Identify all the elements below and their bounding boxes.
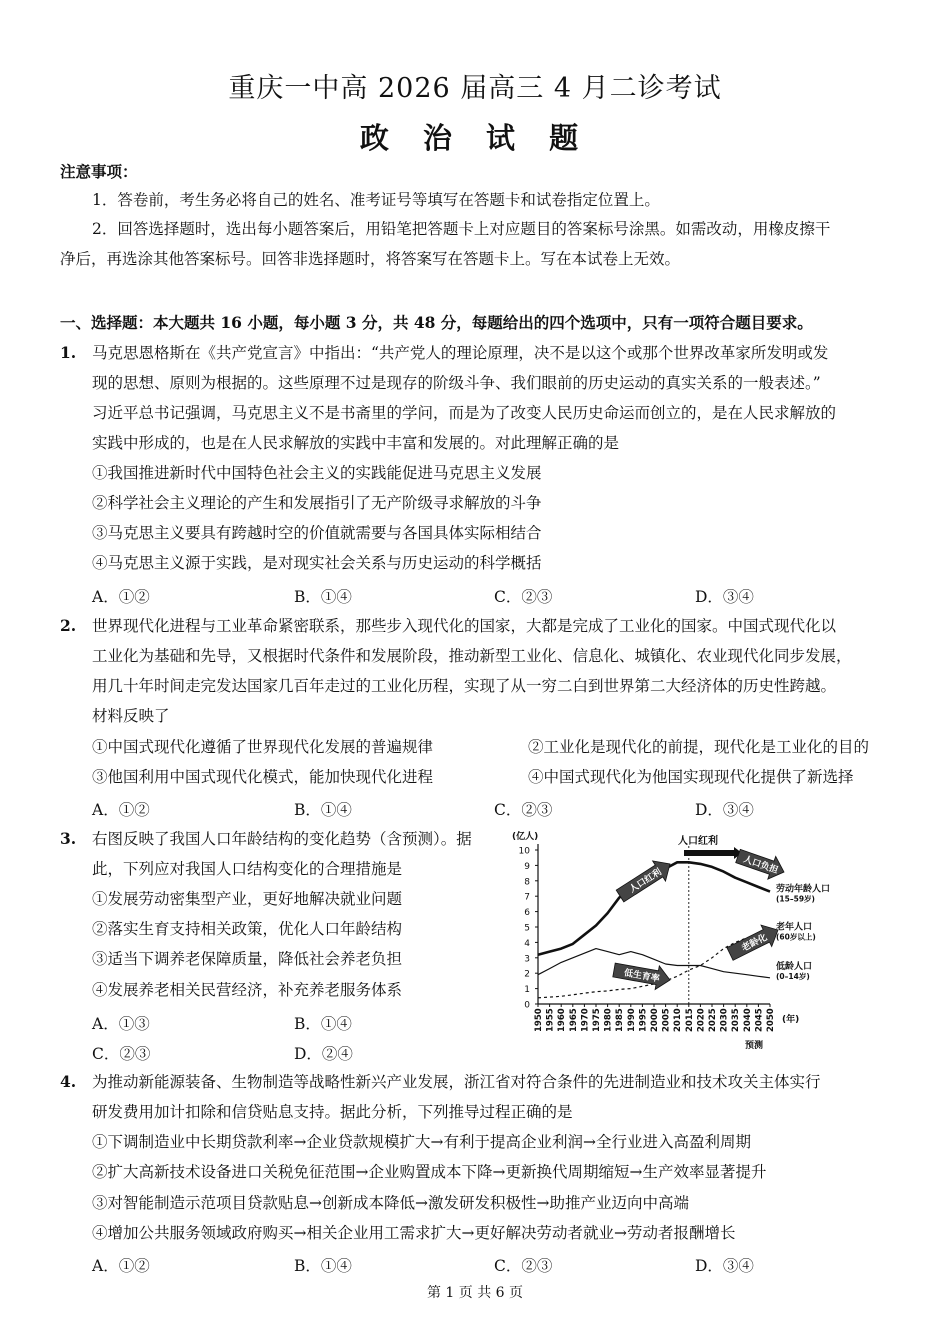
option-b[interactable]: B．①④ bbox=[294, 1257, 352, 1275]
x-tick-label: 1980 bbox=[603, 1008, 614, 1032]
x-tick-label: 2035 bbox=[731, 1008, 742, 1032]
x-tick-label: 1995 bbox=[638, 1008, 649, 1032]
option-a[interactable]: A．①② bbox=[92, 588, 150, 606]
statement-item: ②落实生育支持相关政策，优化人口年龄结构 bbox=[92, 920, 403, 938]
statement-item: ②科学社会主义理论的产生和发展指引了无产阶级寻求解放的斗争 bbox=[92, 494, 542, 512]
population-chart bbox=[508, 828, 848, 1056]
annotation-label: 老龄化 bbox=[740, 932, 769, 954]
option-d[interactable]: D．②④ bbox=[294, 1045, 353, 1063]
statement-item: ①发展劳动密集型产业，更好地解决就业问题 bbox=[92, 890, 403, 908]
x-tick-label: 1970 bbox=[580, 1008, 591, 1032]
chart-labels bbox=[613, 834, 830, 990]
x-tick-label: 1960 bbox=[557, 1008, 568, 1032]
question-number: 2. bbox=[60, 616, 77, 635]
option-c[interactable]: C．②③ bbox=[494, 588, 553, 606]
option-c[interactable]: C．②③ bbox=[494, 1257, 553, 1275]
statement-item: ②扩大高新技术设备进口关税免征范围→企业购置成本下降→更新换代周期缩短→生产效率显著提升 bbox=[92, 1163, 767, 1181]
option-c[interactable]: C．②③ bbox=[92, 1045, 151, 1063]
question-number: 3. bbox=[60, 829, 77, 848]
statement-item: ②工业化是现代化的前提，现代化是工业化的目的 bbox=[528, 738, 870, 756]
y-axis-label: (亿人) bbox=[512, 832, 539, 842]
statement-item: ①下调制造业中长期贷款利率→企业贷款规模扩大→有利于提高企业利润→全行业进入高盈利周期 bbox=[92, 1133, 751, 1151]
annotation-label: 人口红利 bbox=[627, 867, 664, 896]
series-label: 低龄人口 bbox=[776, 962, 813, 973]
notes-heading: 注意事项： bbox=[60, 162, 138, 181]
y-tick-label: 7 bbox=[524, 892, 530, 903]
y-tick-label: 9 bbox=[524, 861, 530, 872]
option-b[interactable]: B．①④ bbox=[294, 1015, 352, 1033]
question-text: 马克思恩格斯在《共产党宣言》中指出：“共产党人的理论原理，决不是以这个或那个世界改革家所发明或发 bbox=[92, 344, 829, 362]
option-d[interactable]: D．③④ bbox=[695, 801, 754, 819]
question-text: 为推动新能源装备、生物制造等战略性新兴产业发展，浙江省对符合条件的先进制造业和技术攻关主体实行 bbox=[92, 1073, 821, 1091]
statement-item: ③适当下调养老保障质量，降低社会养老负担 bbox=[92, 950, 403, 968]
option-b[interactable]: B．①④ bbox=[294, 801, 352, 819]
question-text: 实践中形成的，也是在人民求解放的实践中丰富和发展的。对此理解正确的是 bbox=[92, 434, 620, 452]
statement-item: ③马克思主义要具有跨越时空的价值就需要与各国具体实际相结合 bbox=[92, 524, 542, 542]
series-sublabel: (15–59岁) bbox=[776, 894, 815, 904]
statement-item: ④增加公共服务领域政府购买→相关企业用工需求扩大→更好解决劳动者就业→劳动者报酬增长 bbox=[92, 1224, 736, 1242]
statement-item: ①中国式现代化遵循了世界现代化发展的普遍规律 bbox=[92, 738, 434, 756]
x-tick-label: 2025 bbox=[708, 1008, 718, 1032]
x-tick-label: 1965 bbox=[568, 1008, 579, 1032]
y-tick-label: 10 bbox=[518, 846, 530, 857]
option-a[interactable]: A．①② bbox=[92, 1257, 150, 1275]
statement-item: ④马克思主义源于实践，是对现实社会关系与历史运动的科学概括 bbox=[92, 554, 542, 572]
x-tick-label: 2040 bbox=[742, 1008, 753, 1032]
y-tick-label: 5 bbox=[524, 923, 530, 934]
statement-item: ③对智能制造示范项目贷款贴息→创新成本降低→激发研发积极性→助推产业迈向中高端 bbox=[92, 1194, 689, 1212]
x-tick-label: 2000 bbox=[650, 1008, 660, 1032]
option-b[interactable]: B．①④ bbox=[294, 588, 352, 606]
x-tick-label: 2030 bbox=[719, 1008, 730, 1032]
notes-item: 1．答卷前，考生务必将自己的姓名、准考证号等填写在答题卡和试卷指定位置上。 bbox=[92, 191, 660, 209]
exam-title: 重庆一中高 2026 届高三 4 月二诊考试 bbox=[228, 73, 722, 104]
y-tick-label: 1 bbox=[524, 985, 530, 996]
question-number: 4. bbox=[60, 1072, 77, 1091]
x-tick-label: 2015 bbox=[684, 1008, 695, 1032]
series-sublabel: (60岁以上) bbox=[776, 932, 816, 942]
annotation-label: 低生育率 bbox=[623, 968, 661, 985]
x-tick-label: 2005 bbox=[661, 1008, 672, 1032]
x-tick-label: 1975 bbox=[592, 1008, 602, 1032]
question-text: 现的思想、原则为根据的。这些原理不过是现存的阶级斗争、我们眼前的历史运动的真实关系的一般表述。” bbox=[92, 374, 821, 392]
option-d[interactable]: D．③④ bbox=[695, 588, 754, 606]
x-tick-label: 2020 bbox=[696, 1008, 707, 1032]
y-tick-label: 4 bbox=[524, 938, 530, 949]
x-tick-label: 1955 bbox=[545, 1008, 556, 1032]
statement-item: ①我国推进新时代中国特色社会主义的实践能促进马克思主义发展 bbox=[92, 464, 542, 482]
x-tick-label: 2045 bbox=[754, 1008, 765, 1032]
forecast-note: 预测 bbox=[744, 1041, 764, 1051]
exam-subject: 政 治 试 题 bbox=[359, 121, 591, 155]
x-tick-label: 2010 bbox=[673, 1008, 684, 1032]
notes-item: 净后，再选涂其他答案标号。回答非选择题时，将答案写在答题卡上。写在本试卷上无效。 bbox=[60, 250, 681, 268]
statement-item: ④中国式现代化为他国实现现代化提供了新选择 bbox=[528, 768, 854, 786]
question-text: 用几十年时间走完发达国家几百年走过的工业化历程，实现了从一穷二白到世界第二大经济体的历史性跨越。 bbox=[92, 677, 837, 695]
y-tick-label: 3 bbox=[524, 954, 530, 965]
y-tick-label: 0 bbox=[524, 1000, 530, 1011]
x-tick-label: 1985 bbox=[615, 1008, 626, 1032]
x-tick-label: 1990 bbox=[626, 1008, 637, 1032]
annotation-label: 人口红利 bbox=[678, 836, 718, 847]
option-c[interactable]: C．②③ bbox=[494, 801, 553, 819]
section-heading: 一、选择题：本大题共 16 小题，每小题 3 分，共 48 分，每题给出的四个选项中，只有一项符合题目要求。 bbox=[60, 313, 813, 332]
notes-item: 2．回答选择题时，选出每小题答案后，用铅笔把答题卡上对应题目的答案标号涂黑。如需改动，用橡皮擦干 bbox=[92, 220, 831, 238]
question-text: 材料反映了 bbox=[92, 707, 170, 725]
question-text: 世界现代化进程与工业革命紧密联系，那些步入现代化的国家，大都是完成了工业化的国家。中国式现代化以 bbox=[92, 617, 837, 635]
x-tick-label: 2050 bbox=[766, 1008, 776, 1032]
series-sublabel: (0–14岁) bbox=[776, 972, 810, 982]
x-axis-label: (年) bbox=[782, 1015, 800, 1025]
x-tick-label: 1950 bbox=[534, 1008, 544, 1032]
statement-item: ③他国利用中国式现代化模式，能加快现代化进程 bbox=[92, 768, 434, 786]
option-a[interactable]: A．①② bbox=[92, 801, 150, 819]
question-text: 习近平总书记强调，马克思主义不是书斋里的学问，而是为了改变人民历史命运而创立的，是在人民求解放的 bbox=[92, 404, 837, 422]
annotation-label: 人口负担 bbox=[741, 854, 780, 877]
y-tick-label: 2 bbox=[524, 969, 530, 980]
series-label: 劳动年龄人口 bbox=[776, 884, 831, 895]
y-tick-label: 6 bbox=[524, 908, 530, 919]
question-text: 右图反映了我国人口年龄结构的变化趋势（含预测）。据 bbox=[92, 830, 472, 848]
question-text: 研发费用加计扣除和信贷贴息支持。据此分析，下列推导过程正确的是 bbox=[92, 1103, 573, 1121]
page-footer: 第 1 页 共 6 页 bbox=[426, 1285, 524, 1301]
option-d[interactable]: D．③④ bbox=[695, 1257, 754, 1275]
option-a[interactable]: A．①③ bbox=[92, 1015, 150, 1033]
question-text: 工业化为基础和先导，又根据时代条件和发展阶段，推动新型工业化、信息化、城镇化、农业现代化同步发展， bbox=[92, 647, 852, 665]
y-tick-label: 8 bbox=[524, 877, 530, 888]
series-label: 老年人口 bbox=[776, 922, 813, 933]
question-number: 1. bbox=[60, 343, 77, 362]
question-text: 此，下列应对我国人口结构变化的合理措施是 bbox=[92, 860, 403, 878]
statement-item: ④发展养老相关民营经济，补充养老服务体系 bbox=[92, 981, 403, 999]
